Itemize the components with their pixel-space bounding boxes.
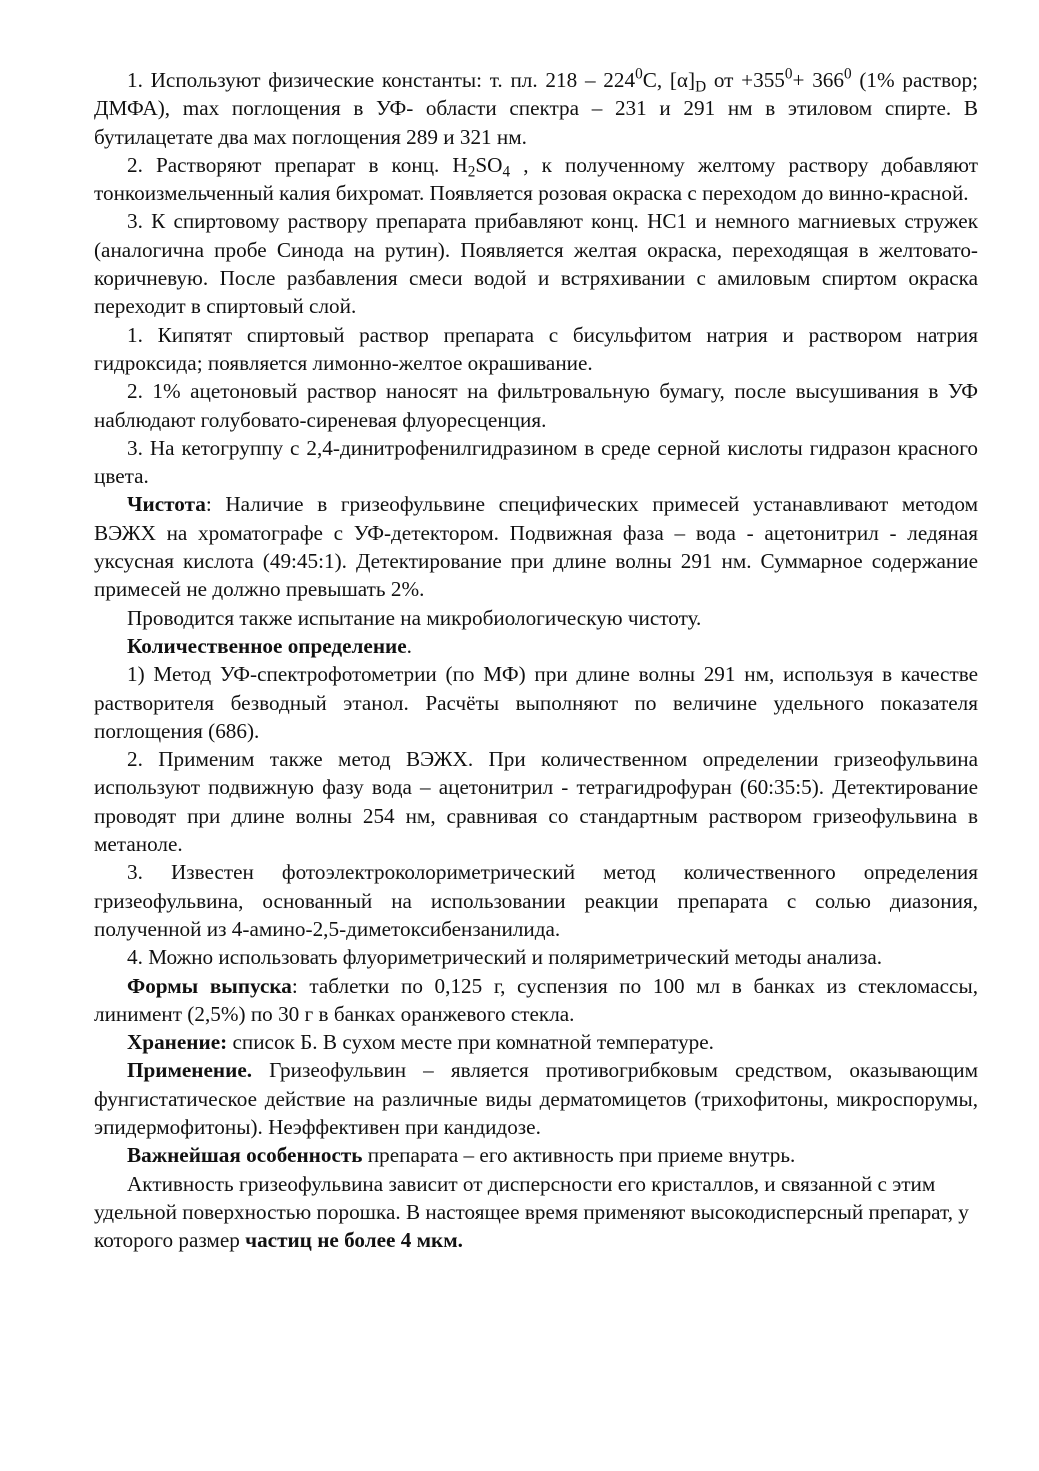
paragraph-application bbox=[94, 1056, 978, 1141]
subscript-d: D bbox=[695, 78, 707, 96]
paragraph-fluorimetric-method: 4. Можно использовать флуориметрический и поляриметрический методы анализа. bbox=[127, 945, 883, 970]
paragraph-fluorescence-test: 2. 1% ацетоновый раствор наносят на фильтровальную бумагу, после высушивания в УФ наблюдают голубовато-сиреневая флуоресценция. bbox=[94, 379, 978, 432]
subscript-2: 2 bbox=[467, 163, 476, 181]
text-run: Активность гризеофульвина зависит от дисперсности его кристаллов, и связанной с этим удельной поверхностью порошка. В настоящее время применяют высокодисперсный препарат, у которого размер bbox=[94, 1171, 969, 1253]
subscript-4: 4 bbox=[502, 163, 511, 181]
forms-label: Формы выпуска bbox=[127, 973, 292, 998]
paragraph-bisulfite-test: 1. Кипятят спиртовый раствор препарата с бисульфитом натрия и раствором натрия гидроксида; появляется лимонно-желтое окрашивание. bbox=[94, 322, 978, 375]
paragraph-storage bbox=[94, 1028, 978, 1056]
text-run: (1% раствор; ДМФА), max поглощения в УФ- области спектра – 231 и 291 нм в этиловом спирте. В бутилацетате два мах поглощения 289 и 321 нм. bbox=[94, 68, 978, 149]
quantitative-label: Количественное определение bbox=[127, 633, 407, 658]
paragraph-purity bbox=[94, 490, 978, 603]
purity-label: Чистота bbox=[127, 492, 206, 517]
particle-size-bold: частиц не более 4 мкм. bbox=[245, 1228, 463, 1253]
text-run: , к полученному желтому раствору добавляют тонкоизмельченный калия бихромат. Появляется розовая окраска с переходом до винно-красной. bbox=[94, 152, 978, 206]
paragraph-uv-method: 1) Метод УФ-спектрофотометрии (по МФ) при длине волны 291 нм, используя в качестве растворителя безводный этанол. Расчёты выполняют по величине удельного показателя поглощения (686). bbox=[94, 662, 978, 743]
superscript-degree: 0 bbox=[635, 65, 643, 83]
paragraph-photocolorimetric-method: 3. Известен фотоэлектроколориметрический метод количественного определения гризеофульвина, основанный на использовании реакции препарата с солью диазония, полученной из 4-амино-2,5-диметоксибензанилида. bbox=[94, 860, 978, 941]
superscript-degree: 0 bbox=[784, 65, 793, 83]
text-run: от +355 bbox=[706, 68, 785, 92]
document-page bbox=[94, 66, 978, 1254]
paragraph-sulfuric-acid-test bbox=[94, 151, 978, 208]
paragraph-physical-constants bbox=[94, 66, 978, 151]
paragraph-activity bbox=[94, 1170, 978, 1255]
text-run: SO bbox=[475, 152, 503, 177]
text-run: 2. Растворяют препарат в конц. H bbox=[127, 152, 468, 177]
text-run: + 366 bbox=[792, 68, 844, 92]
heading-quantitative bbox=[94, 632, 978, 660]
feature-label: Важнейшая особенность bbox=[127, 1143, 363, 1168]
text-run: 1. Используют физические константы: т. пл. 218 – 224 bbox=[127, 68, 636, 92]
text-run: С, [α] bbox=[642, 68, 696, 92]
paragraph-hplc-method: 2. Применим также метод ВЭЖХ. При количественном определении гризеофульвина используют подвижную фазу вода – ацетонитрил - тетрагидрофуран (60:35:5). Детектирование проводят при длине волны 254 нм, сравнивая со стандартным раствором гризеофульвина в метаноле. bbox=[94, 747, 978, 857]
text-run: список Б. В сухом месте при комнатной температуре. bbox=[227, 1030, 714, 1055]
storage-label: Хранение: bbox=[127, 1030, 228, 1055]
application-label: Применение. bbox=[127, 1058, 253, 1083]
text-run: : Наличие в гризеофульвине специфических примесей устанавливают методом ВЭЖХ на хроматографе с УФ-детектором. Подвижная фаза – вода - ацетонитрил - ледяная уксусная кислота (49:45:1). Детектирование при длине волны 291 нм. Суммарное содержание примесей не должно превышать 2%. bbox=[94, 492, 978, 602]
paragraph-key-feature bbox=[94, 1141, 978, 1169]
text-run: препарата – его активность при приеме внутрь. bbox=[362, 1143, 796, 1168]
paragraph-microbiological: Проводится также испытание на микробиологическую чистоту. bbox=[127, 605, 702, 630]
paragraph-release-forms bbox=[94, 972, 978, 1029]
text-run: : таблетки по 0,125 г, суспензия по 100 мл в банках из стекломассы, линимент (2,5%) по 30 г в банках оранжевого стекла. bbox=[94, 973, 978, 1026]
paragraph-ketogroup-test: 3. На кетогруппу с 2,4-динитрофенилгидразином в среде серной кислоты гидразон красного цвета. bbox=[94, 435, 978, 489]
paragraph-magnesium-test: 3. К спиртовому раствору препарата прибавляют конц. НС1 и немного магниевых стружек (аналогична пробе Синода на рутин). Появляется желтая окраска, переходящая в желтовато-коричневую. После разбавления смеси водой и встряхивании с амиловым спиртом окраска переходит в спиртовый слой. bbox=[94, 209, 978, 319]
text-run: Гризеофульвин – является противогрибковым средством, оказывающим фунгистатическое действие на различные виды дерматомицетов (трихофитоны, микроспорумы, эпидермофитоны). Неэффективен при кандидозе. bbox=[94, 1058, 978, 1139]
text-run: . bbox=[406, 633, 412, 658]
superscript-degree: 0 bbox=[844, 65, 852, 83]
